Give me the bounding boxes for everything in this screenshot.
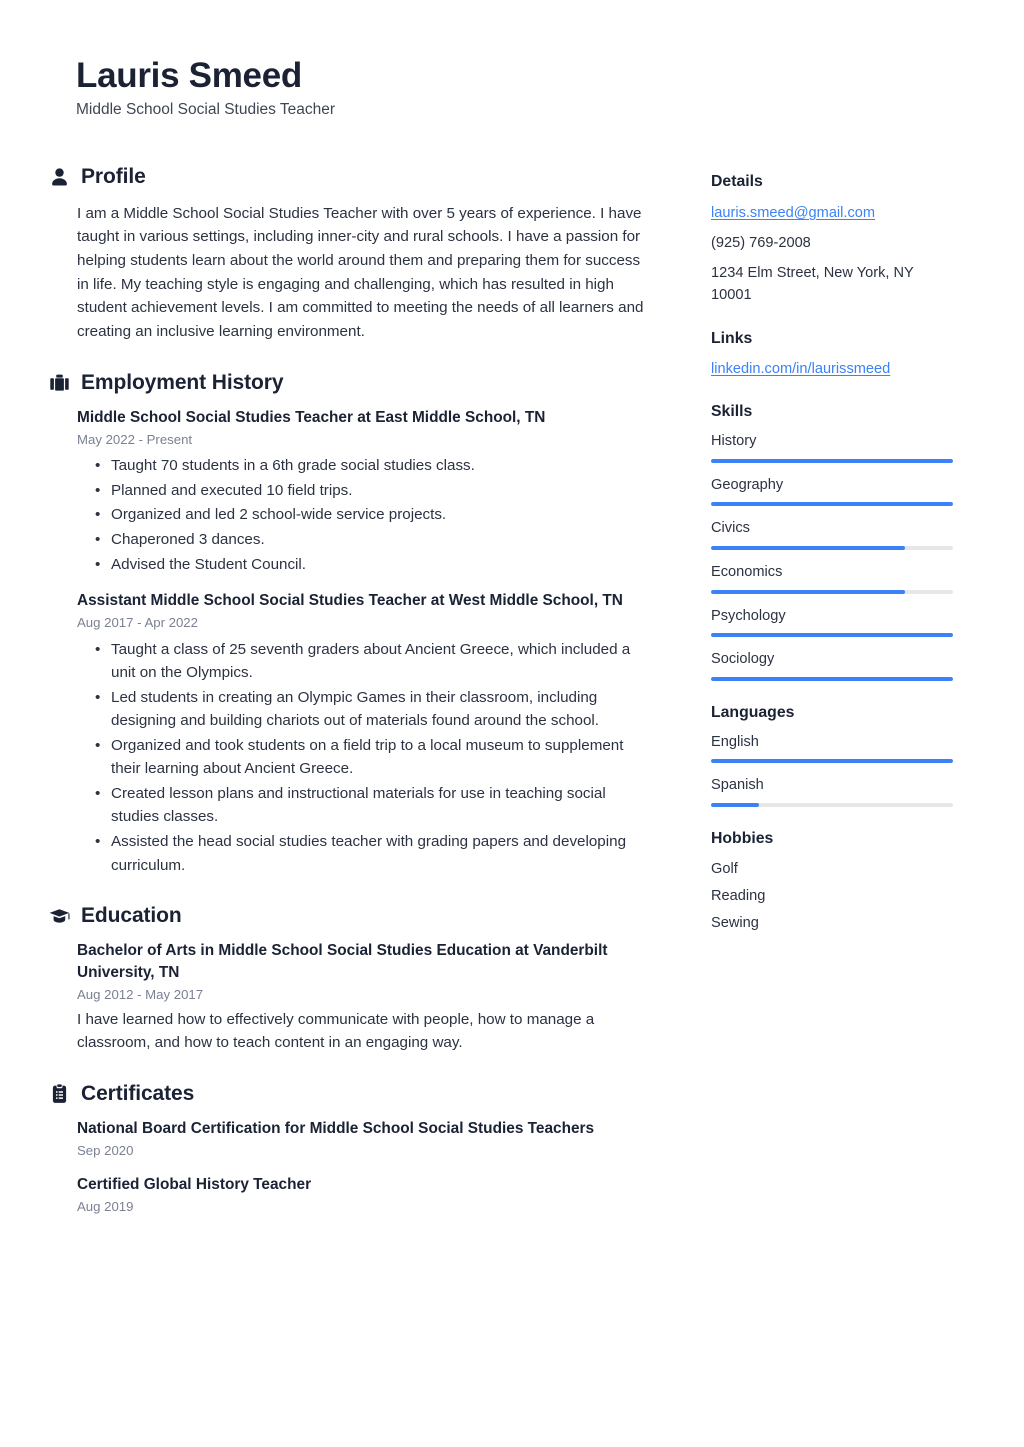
section-employment-body: [48, 407, 656, 877]
skill-level-fill: [711, 633, 953, 637]
list-item: • Led students in creating an Olympic Games in their classroom, including designing and building chariots out of materials found around the school.: [111, 686, 656, 733]
list-item: • Organized and took students on a field trip to a local museum to supplement their learning about Ancient Greece.: [111, 734, 656, 781]
skill-item: [711, 432, 953, 463]
skill-label: History: [711, 432, 757, 449]
list-item: • Created lesson plans and instructional materials for use in teaching social studies classes.: [111, 782, 656, 829]
skill-level-track: [711, 633, 953, 637]
employment-entry-title: Middle School Social Studies Teacher at East Middle School, TN: [77, 408, 546, 426]
section-education-header: [48, 903, 656, 928]
section-certificates-header: [48, 1081, 656, 1106]
sidebar-details: [711, 172, 953, 306]
certificate-entry-title: National Board Certification for Middle School Social Studies Teachers: [77, 1119, 595, 1137]
linkedin-link[interactable]: linkedin.com/in/laurissmeed: [711, 361, 891, 378]
education-entry: [77, 940, 656, 1054]
section-education-body: [48, 940, 656, 1054]
certificate-entry-title: Certified Global History Teacher: [77, 1176, 312, 1194]
address-text: 1234 Elm Street, New York, NY 10001: [711, 265, 914, 304]
list-item: • Taught a class of 25 seventh graders about Ancient Greece, which included a unit on the Olympics.: [111, 638, 656, 685]
section-certificates-body: [48, 1118, 656, 1217]
sidebar-links: [711, 329, 953, 381]
skill-level-fill: [711, 677, 953, 681]
list-item: • Chaperoned 3 dances.: [111, 528, 656, 552]
skill-item: [711, 563, 953, 594]
briefcase-icon: [48, 371, 70, 393]
resume-header: [0, 0, 1024, 120]
skill-level-track: [711, 546, 953, 550]
section-employment-header: [48, 370, 656, 395]
language-level-fill: [711, 803, 759, 807]
certificate-entry: [77, 1118, 656, 1160]
list-item: • Organized and led 2 school-wide service projects.: [111, 503, 656, 527]
employment-entry-bullets: [77, 454, 656, 576]
sidebar-skills: [711, 402, 953, 681]
sidebar-skills-title: Skills: [711, 403, 753, 421]
list-item: • Advised the Student Council.: [111, 553, 656, 577]
resume-columns: [0, 164, 1024, 1242]
education-entry-description: I have learned how to effectively communicate with people, how to manage a classroom, and how to teach content in an engaging way.: [77, 1010, 595, 1052]
page-title: Lauris Smeed: [76, 56, 302, 95]
list-item: • Taught 70 students in a 6th grade social studies class.: [111, 454, 656, 478]
graduation-cap-icon: [48, 905, 70, 927]
clipboard-icon: [48, 1082, 70, 1104]
skill-level-track: [711, 459, 953, 463]
hobby-item: Sewing: [711, 914, 759, 931]
language-item: [711, 733, 953, 764]
language-item: [711, 776, 953, 807]
sidebar-hobbies: [711, 829, 953, 935]
skill-level-track: [711, 677, 953, 681]
language-level-track: [711, 803, 953, 807]
hobby-item: Reading: [711, 888, 766, 905]
skill-label: Civics: [711, 520, 750, 537]
employment-entry-date: Aug 2017 - Apr 2022: [77, 615, 198, 631]
profile-text: I am a Middle School Social Studies Teacher with over 5 years of experience. I have taught in various settings, including inner-city and rural schools. I have a passion for helping students learn about the world around them and preparing them for success in life. My teaching style is engaging and challenging, which has resulted in high student achievement levels. I am committed to meeting the needs of all learners and creating an inclusive learning environment.: [77, 204, 644, 341]
education-entry-title: Bachelor of Arts in Middle School Social Studies Education at Vanderbilt University, TN: [77, 942, 608, 982]
section-employment-title: Employment History: [81, 370, 284, 394]
sidebar-column: [711, 164, 953, 957]
person-icon: [48, 166, 70, 188]
skill-label: Psychology: [711, 607, 786, 624]
certificate-entry-date: Aug 2019: [77, 1199, 134, 1215]
skill-level-track: [711, 590, 953, 594]
language-level-fill: [711, 759, 953, 763]
section-profile-header: [48, 164, 656, 189]
education-entry-date: Aug 2012 - May 2017: [77, 987, 204, 1003]
section-education-title: Education: [81, 904, 182, 928]
section-profile-body: [48, 202, 656, 344]
main-column: [48, 164, 656, 1242]
employment-entry-bullets: [77, 638, 656, 878]
section-education: [48, 903, 656, 1055]
section-certificates: [48, 1081, 656, 1217]
skill-level-fill: [711, 459, 953, 463]
job-title-subtitle: Middle School Social Studies Teacher: [76, 101, 336, 119]
hobby-item: Golf: [711, 861, 738, 878]
sidebar-links-title: Links: [711, 329, 753, 347]
employment-entry: [77, 407, 656, 576]
skill-item: [711, 519, 953, 550]
skill-level-fill: [711, 502, 953, 506]
list-item: • Planned and executed 10 field trips.: [111, 479, 656, 503]
skill-item: [711, 607, 953, 638]
skill-label: Sociology: [711, 651, 775, 668]
list-item: • Assisted the head social studies teacher with grading papers and developing curriculum.: [111, 830, 656, 877]
skill-item: [711, 476, 953, 507]
language-label: English: [711, 733, 759, 750]
sidebar-languages: [711, 703, 953, 807]
certificate-entry-date: Sep 2020: [77, 1142, 134, 1158]
employment-entry: [77, 590, 656, 877]
section-profile-title: Profile: [81, 165, 146, 189]
certificate-entry: [77, 1174, 656, 1216]
sidebar-details-title: Details: [711, 173, 763, 191]
section-certificates-title: Certificates: [81, 1081, 195, 1105]
language-level-track: [711, 759, 953, 763]
skill-level-fill: [711, 546, 905, 550]
email-link[interactable]: lauris.smeed@gmail.com: [711, 204, 876, 221]
sidebar-hobbies-title: Hobbies: [711, 829, 774, 847]
section-profile: [48, 164, 656, 343]
employment-entry-title: Assistant Middle School Social Studies Teacher at West Middle School, TN: [77, 592, 623, 610]
sidebar-languages-title: Languages: [711, 703, 795, 721]
skill-label: Economics: [711, 563, 783, 580]
section-employment: [48, 370, 656, 877]
skill-level-fill: [711, 590, 905, 594]
employment-entry-date: May 2022 - Present: [77, 431, 193, 447]
phone-text: (925) 769-2008: [711, 235, 811, 252]
language-label: Spanish: [711, 777, 764, 794]
skill-item: [711, 650, 953, 681]
skill-label: Geography: [711, 476, 784, 493]
skill-level-track: [711, 502, 953, 506]
